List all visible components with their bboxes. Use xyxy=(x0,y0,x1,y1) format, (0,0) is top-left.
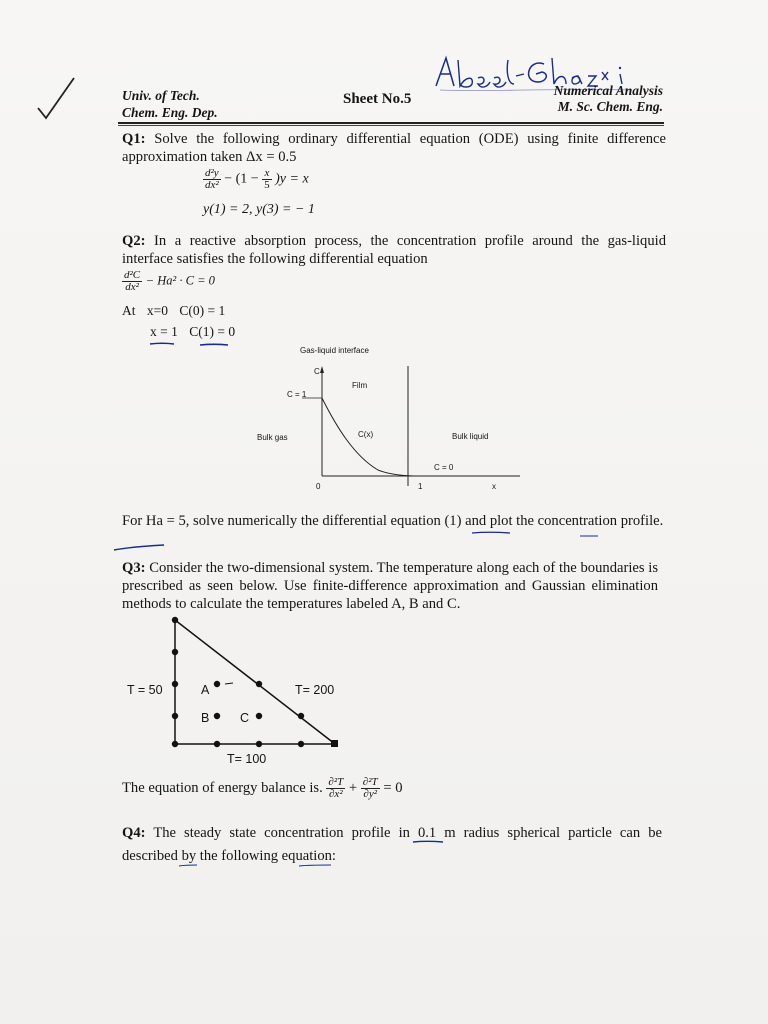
header-department: Chem. Eng. Dep. xyxy=(122,105,218,120)
q1-x-num: x xyxy=(262,168,272,180)
node-b-label: B xyxy=(201,711,210,725)
diagram-one: 1 xyxy=(418,482,423,491)
energy-balance xyxy=(122,772,403,804)
q1-text: Solve the following ordinary differential equation (ODE) using finite difference approximation taken Δx = 0.5 xyxy=(122,131,666,165)
q2-bc2-x: x = 1 xyxy=(150,324,178,339)
q1-derivative xyxy=(203,168,221,191)
check-mark-icon xyxy=(30,72,80,122)
q1-label: Q1: xyxy=(122,131,146,147)
diagram-cx: C(x) xyxy=(358,430,374,439)
q2-statement xyxy=(122,232,666,268)
diagram-film: Film xyxy=(352,381,368,390)
pen-underlines-q4 xyxy=(175,838,475,868)
q2-bc2-c: C(1) = 0 xyxy=(189,324,236,339)
q1-equation xyxy=(203,168,309,191)
t-bottom-label: T= 100 xyxy=(227,752,267,766)
energy-den-y: ∂y² xyxy=(363,788,378,801)
diagram-title: Gas-liquid interface xyxy=(300,346,369,355)
node-a-label: A xyxy=(201,683,210,697)
energy-plus: + xyxy=(348,780,358,796)
q2-text: In a reactive absorption process, the concentration profile around the gas-liquid interface satisfies the following differential equation xyxy=(122,233,666,267)
diagram-c1: C = 1 xyxy=(287,390,307,399)
diagram-c0: C = 0 xyxy=(434,463,454,472)
q3-statement xyxy=(122,559,658,613)
q2-derivative-den: dx² xyxy=(125,281,139,293)
q4-text: The steady state concentration profile in 0.1 m radius spherical particle can be described by the following equation: xyxy=(122,825,662,864)
q3-text: Consider the two-dimensional system. The temperature along each of the boundaries is prescribed as seen below. Use finite-difference approximation and Gaussian elimination methods to calculate the temperatures labeled A, B and C. xyxy=(122,560,658,612)
t-hypotenuse-label: T= 200 xyxy=(295,683,335,697)
q1-statement xyxy=(122,130,666,166)
triangle-grid-diagram xyxy=(165,612,345,750)
energy-den-x: ∂x² xyxy=(329,788,343,801)
q1-derivative-num: d²y xyxy=(205,167,219,179)
header-right xyxy=(545,83,663,115)
diagram-bulk-gas: Bulk gas xyxy=(257,433,288,442)
header-left xyxy=(122,87,218,121)
q1-derivative-den: dx² xyxy=(205,179,219,191)
q1-eq-mid: − (1 − xyxy=(224,171,259,187)
q2-label: Q2: xyxy=(122,233,146,249)
q2-bc1-c: C(0) = 1 xyxy=(179,303,226,318)
concentration-diagram xyxy=(250,360,530,500)
header-course: Numerical Analysis xyxy=(553,83,663,98)
energy-term-x xyxy=(326,777,345,800)
q3-label: Q3: xyxy=(122,560,146,576)
header-program: M. Sc. Chem. Eng. xyxy=(557,99,663,114)
energy-num-x: ∂²T xyxy=(328,776,344,789)
q2-eq-tail: − Ha² · C = 0 xyxy=(145,273,215,288)
diagram-c-axis: C xyxy=(314,367,320,376)
pen-underlines xyxy=(146,338,236,350)
pen-underlines-q2 xyxy=(112,530,632,554)
q2-derivative xyxy=(122,270,142,293)
energy-term-y xyxy=(361,777,380,800)
q2-derivative-num: d²C xyxy=(124,269,141,281)
energy-text: The equation of energy balance is. xyxy=(122,780,323,796)
q2-bc-line1 xyxy=(122,303,225,319)
q1-boundary-conditions: y(1) = 2, y(3) = − 1 xyxy=(203,202,315,217)
q4-label: Q4: xyxy=(122,825,146,841)
q1-eq-tail: )y = x xyxy=(275,171,309,187)
energy-num-y: ∂²T xyxy=(362,776,378,789)
sheet-title: Sheet No.5 xyxy=(343,91,412,107)
diagram-x-axis: x xyxy=(492,482,496,491)
q1-x-fraction xyxy=(262,168,272,191)
q2-equation xyxy=(122,270,215,293)
diagram-origin: 0 xyxy=(316,482,321,491)
q2-followup: For Ha = 5, solve numerically the differential equation (1) and plot the concentration profile. xyxy=(122,513,664,529)
t-left-label: T = 50 xyxy=(127,683,163,697)
header-rule xyxy=(118,122,664,124)
node-c-label: C xyxy=(240,711,250,725)
header-university: Univ. of Tech. xyxy=(122,88,200,103)
header-rule-thin xyxy=(118,125,664,126)
energy-equals: = 0 xyxy=(383,780,403,796)
q1-x-den: 5 xyxy=(264,179,270,191)
q2-bc1-x: x=0 xyxy=(146,303,168,318)
q2-bc-at: At xyxy=(122,303,136,318)
diagram-bulk-liquid: Bulk liquid xyxy=(452,432,489,441)
